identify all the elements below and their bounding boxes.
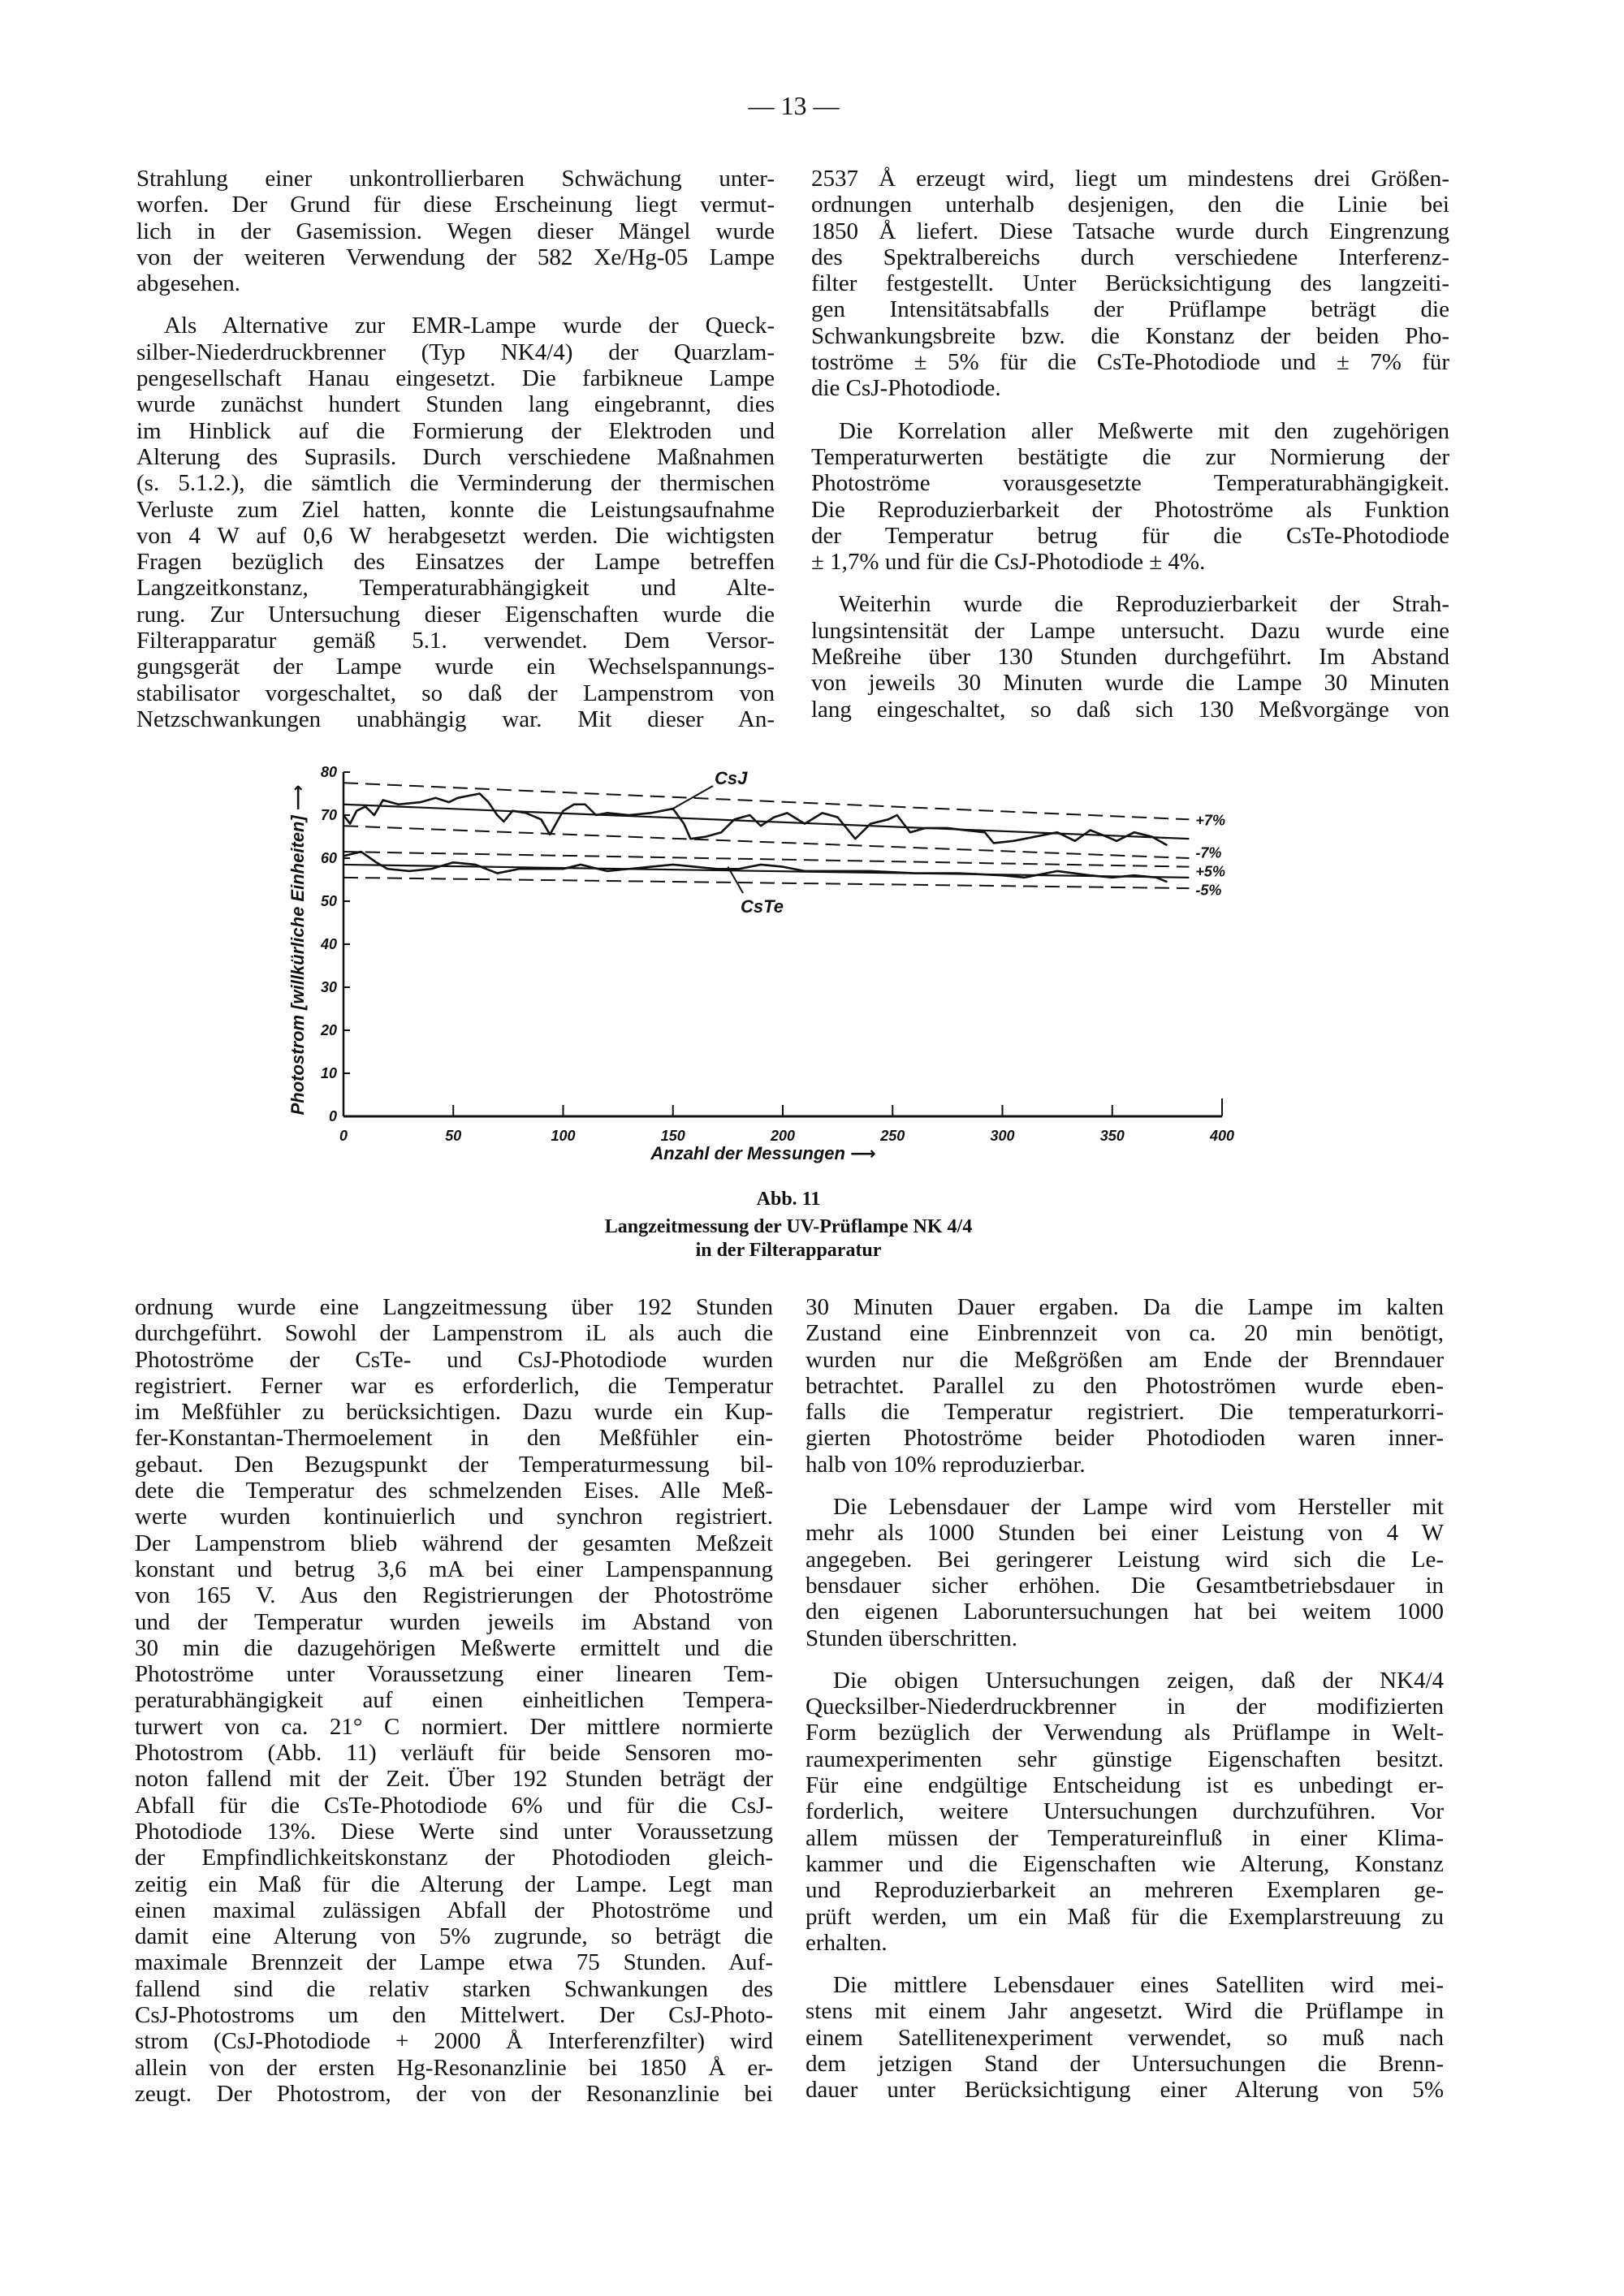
y-tick-label: 10 (320, 1065, 337, 1081)
text-line: toströme ± 5% für die CsTe-Photodiode und ± 7% für (811, 349, 1449, 376)
text-line: Schwankungsbreite bzw. die Konstanz der beiden Pho- (811, 322, 1449, 349)
text-line: zeugt. Der Photostrom, der von der Resonanzlinie bei (135, 2080, 773, 2107)
text-line: Die Reproduzierbarkeit der Photoströme als Funktion (811, 496, 1449, 523)
x-tick-label: 300 (990, 1128, 1015, 1144)
text-line: noton fallend mit der Zeit. Über 192 Stunden beträgt der (135, 1766, 773, 1793)
text-line: kammer und die Eigenschaften wie Alterung, Konstanz (806, 1850, 1444, 1877)
text-line: betrachtet. Parallel zu den Photoströmen wurde eben- (806, 1372, 1444, 1399)
text-line: lich in der Gasemission. Wegen dieser Mängel wurde (136, 218, 775, 244)
text-line: Quecksilber-Niederdruckbrenner in der modifizierten (806, 1694, 1444, 1720)
text-line: Temperaturwerten bestätigte die zur Normierung der (811, 443, 1449, 470)
x-tick-label: 0 (339, 1128, 348, 1144)
text-line: Die obigen Untersuchungen zeigen, daß der NK4/4 (833, 1667, 1444, 1694)
text-line: worfen. Der Grund für diese Erscheinung liegt vermut- (136, 192, 775, 218)
x-tick-label: 150 (660, 1128, 685, 1144)
text-line: halb von 10% reproduzierbar. (806, 1451, 1086, 1478)
tolerance-label: -7% (1195, 844, 1222, 861)
text-line: im Hinblick auf die Formierung der Elektroden und (136, 417, 775, 444)
paragraph (806, 1294, 1444, 1478)
tolerance-line (343, 783, 1189, 819)
text-line: Langzeitkonstanz, Temperaturabhängigkeit und Alte- (136, 575, 775, 602)
tolerance-label: +5% (1195, 863, 1225, 880)
text-line: den eigenen Laboruntersuchungen hat bei weitem 1000 (806, 1599, 1444, 1625)
text-line: Die Lebensdauer der Lampe wird vom Hersteller mit (833, 1494, 1444, 1521)
text-line: Abfall für die CsTe-Photodiode 6% und für die CsJ- (135, 1792, 773, 1819)
y-tick-label: 60 (320, 850, 337, 866)
text-line: Filterapparatur gemäß 5.1. verwendet. Dem Versor- (136, 628, 775, 654)
text-line: (s. 5.1.2.), die sämtlich die Verminderung der thermischen (136, 470, 775, 497)
text-line: damit eine Alterung von 5% zugrunde, so beträgt die (135, 1923, 773, 1950)
tolerance-label: +7% (1195, 812, 1225, 829)
tolerance-line (343, 826, 1189, 858)
tolerance-line (343, 878, 1189, 888)
text-line: der Empfindlichkeitskonstanz der Photodioden gleich- (135, 1845, 773, 1871)
text-line: lang eingeschaltet, so daß sich 130 Meßvorgänge von (811, 696, 1449, 723)
x-tick-label: 250 (880, 1128, 905, 1144)
text-line: ordnung wurde eine Langzeitmessung über 192 Stunden (135, 1294, 773, 1320)
text-line: prüft werden, um ein Maß für die Exemplarstreuung zu (806, 1903, 1444, 1930)
text-line: Alterung des Suprasils. Durch verschiedene Maßnahmen (136, 443, 775, 470)
text-line: forderlich, weitere Untersuchungen durchzuführen. Vor (806, 1798, 1444, 1825)
text-line: raumexperimenten sehr günstige Eigenschaften besitzt. (806, 1746, 1444, 1772)
text-line: 1850 Å liefert. Diese Tatsache wurde durch Eingrenzung (811, 218, 1449, 244)
text-line: turwert von ca. 21° C normiert. Der mittlere normierte (135, 1713, 773, 1740)
text-line: und Reproduzierbarkeit an mehreren Exemplaren ge- (806, 1877, 1444, 1904)
y-tick-label: 40 (320, 936, 337, 952)
figure-caption-line2: in der Filterapparatur (695, 1240, 882, 1261)
bottom-left-column (135, 1294, 773, 2123)
paragraph (135, 1294, 773, 2107)
page-number: — 13 — (748, 91, 840, 120)
text-line: von der weiteren Verwendung der 582 Xe/Hg-05 Lampe (136, 244, 775, 270)
x-tick-label: 400 (1209, 1128, 1235, 1144)
text-line: filter festgestellt. Unter Berücksichtigung des langzeiti- (811, 270, 1449, 297)
text-line: dauer unter Berücksichtigung einer Alterung von 5% (806, 2077, 1444, 2104)
text-line: Verluste zum Ziel hatten, konnte die Leistungsaufnahme (136, 496, 775, 523)
text-line: Form bezüglich der Verwendung als Prüflampe in Welt- (806, 1720, 1444, 1746)
text-line: CsJ-Photostroms um den Mittelwert. Der CsJ-Photo- (135, 2002, 773, 2029)
text-line: Photostrom (Abb. 11) verläuft für beide Sensoren mo- (135, 1740, 773, 1767)
text-line: allem müssen der Temperatureinfluß in einer Klima- (806, 1824, 1444, 1851)
text-line: stens mit einem Jahr angesetzt. Wird die Prüflampe in (806, 1998, 1444, 2025)
text-line: Weiterhin wurde die Reproduzierbarkeit der Strah- (839, 591, 1449, 618)
text-line: 2537 Å erzeugt wird, liegt um mindestens drei Größen- (811, 166, 1449, 192)
text-line: angegeben. Bei geringerer Leistung wird sich die Le- (806, 1546, 1444, 1573)
bottom-right-column (806, 1294, 1444, 2120)
paragraph (806, 1668, 1444, 1956)
text-line: rung. Zur Untersuchung dieser Eigenschaften wurde die (136, 601, 775, 628)
text-line: strom (CsJ-Photodiode + 2000 Å Interferenzfilter) wird (135, 2028, 773, 2055)
text-line: abgesehen. (136, 270, 241, 297)
text-line: im Meßfühler zu berücksichtigen. Dazu wurde ein Kup- (135, 1399, 773, 1426)
y-axis-title: Photostrom [willkürliche Einheiten] ⟶ (287, 784, 308, 1116)
text-line: maximale Brennzeit der Lampe etwa 75 Stunden. Auf- (135, 1949, 773, 1976)
text-line: Photoströme vorausgesetzte Temperaturabhängigkeit. (811, 470, 1449, 497)
text-line: die CsJ-Photodiode. (811, 375, 1001, 402)
text-line: 30 min die dazugehörigen Meßwerte ermittelt und die (135, 1634, 773, 1661)
figure-caption-line1: Langzeitmessung der UV-Prüflampe NK 4/4 (604, 1216, 973, 1237)
text-line: werte wurden kontinuierlich und synchron registriert. (135, 1504, 773, 1530)
x-axis-title: Anzahl der Messungen ⟶ (650, 1143, 876, 1163)
text-line: peraturabhängigkeit auf einen einheitlichen Tempera- (135, 1687, 773, 1714)
text-line: zeitig ein Maß für die Alterung der Lampe. Legt man (135, 1871, 773, 1897)
text-line: von 165 V. Aus den Registrierungen der Photoströme (135, 1582, 773, 1609)
x-tick-label: 50 (445, 1128, 462, 1144)
series-line-csj (343, 794, 1167, 846)
text-line: Der Lampenstrom blieb während der gesamten Meßzeit (135, 1530, 773, 1556)
y-tick-label: 80 (320, 764, 337, 780)
text-line: dete die Temperatur des schmelzenden Eises. Alle Meß- (135, 1478, 773, 1504)
series-label-cste: CsTe (741, 896, 784, 917)
text-line: gen Intensitätsabfalls der Prüflampe beträgt die (811, 296, 1449, 323)
x-tick-label: 200 (770, 1128, 796, 1144)
text-line: gebaut. Den Bezugspunkt der Temperaturmessung bil- (135, 1451, 773, 1478)
text-line: pengesellschaft Hanau eingesetzt. Die farbikneue Lampe (136, 365, 775, 392)
figure-label: Abb. 11 (756, 1189, 821, 1210)
text-line: einen maximal zulässigen Abfall der Photoströme und (135, 1897, 773, 1923)
text-line: Stunden überschritten. (806, 1625, 1017, 1651)
text-line: gungsgerät der Lampe wurde ein Wechselspannungs- (136, 654, 775, 680)
text-line: Photodiode 13%. Diese Werte sind unter Voraussetzung (135, 1818, 773, 1845)
text-line: Die mittlere Lebensdauer eines Satelliten wird mei- (833, 1972, 1444, 1999)
text-line: der Temperatur betrug für die CsTe-Photodiode (811, 522, 1449, 549)
text-line: wurde zunächst hundert Stunden lang eingebrannt, dies (136, 391, 775, 418)
text-line: einem Satellitenexperiment verwendet, so muß nach (806, 2024, 1444, 2051)
y-tick-label: 20 (320, 1022, 337, 1038)
text-line: silber-Niederdruckbrenner (Typ NK4/4) der Quarzlam- (136, 339, 775, 365)
chart-lines (343, 768, 1225, 917)
text-line: bensdauer sicher erhöhen. Die Gesamtbetriebsdauer in (806, 1572, 1444, 1599)
text-line: mehr als 1000 Stunden bei einer Leistung von 4 W (806, 1520, 1444, 1547)
text-line: allein von der ersten Hg-Resonanzlinie bei 1850 Å er- (135, 2054, 773, 2081)
text-line: Netzschwankungen unabhängig war. Mit dieser An- (136, 706, 775, 732)
text-line: stabilisator vorgeschaltet, so daß der Lampenstrom von (136, 680, 775, 706)
text-line: Für eine endgültige Entscheidung ist es unbedingt er- (806, 1772, 1444, 1799)
chart-axes (320, 764, 1234, 1144)
text-line: fer-Konstantan-Thermoelement in den Meßfühler ein- (135, 1425, 773, 1452)
text-line: fallend sind die relativ starken Schwankungen des (135, 1975, 773, 2002)
y-tick-label: 50 (320, 893, 337, 909)
text-line: falls die Temperatur registriert. Die temperaturkorri- (806, 1399, 1444, 1426)
text-line: durchgeführt. Sowohl der Lampenstrom iL als auch die (135, 1320, 773, 1347)
text-line: von 4 W auf 0,6 W herabgesetzt werden. Die wichtigsten (136, 522, 775, 549)
series-label-csj: CsJ (715, 768, 748, 788)
x-tick-label: 350 (1099, 1128, 1125, 1144)
y-tick-label: 30 (320, 979, 337, 995)
text-line: Photoströme der CsTe- und CsJ-Photodiode wurden (135, 1346, 773, 1373)
text-line: Fragen bezüglich des Einsatzes der Lampe betreffen (136, 549, 775, 576)
text-line: von jeweils 30 Minuten wurde die Lampe 30 Minuten (811, 670, 1449, 697)
text-line: Meßreihe über 130 Stunden durchgeführt. Im Abstand (811, 644, 1449, 671)
text-line: des Spektralbereichs durch verschiedene Interferenz- (811, 244, 1449, 270)
y-tick-label: 70 (320, 807, 337, 823)
text-line: 30 Minuten Dauer ergaben. Da die Lampe im kalten (806, 1294, 1444, 1320)
tolerance-label: -5% (1195, 882, 1222, 899)
text-line: registriert. Ferner war es erforderlich, die Temperatur (135, 1372, 773, 1399)
text-line: lungsintensität der Lampe untersucht. Dazu wurde eine (811, 617, 1449, 644)
text-line: Die Korrelation aller Meßwerte mit den zugehörigen (839, 417, 1449, 444)
text-line: konstant und betrug 3,6 mA bei einer Lampenspannung (135, 1556, 773, 1582)
text-line: Photoströme unter Voraussetzung einer linearen Tem- (135, 1661, 773, 1688)
text-line: Als Alternative zur EMR-Lampe wurde der Queck- (164, 313, 775, 339)
paragraph (806, 1972, 1444, 2103)
text-line: und der Temperatur wurden jeweils im Abstand von (135, 1608, 773, 1635)
text-line: Strahlung einer unkontrollierbaren Schwächung unter- (136, 166, 775, 192)
text-line: wurden nur die Meßgrößen am Ende der Brenndauer (806, 1346, 1444, 1373)
text-line: dem jetzigen Stand der Untersuchungen die Brenn- (806, 2051, 1444, 2078)
text-line: ± 1,7% und für die CsJ-Photodiode ± 4%. (811, 549, 1206, 576)
paragraph (806, 1494, 1444, 1651)
text-line: Zustand eine Einbrennzeit von ca. 20 min benötigt, (806, 1320, 1444, 1347)
text-line: gierten Photoströme beider Photodioden waren inner- (806, 1425, 1444, 1452)
text-line: ordnungen unterhalb desjenigen, den die Linie bei (811, 192, 1449, 218)
x-tick-label: 100 (551, 1128, 576, 1144)
y-tick-label: 0 (328, 1108, 337, 1124)
text-line: erhalten. (806, 1929, 888, 1956)
